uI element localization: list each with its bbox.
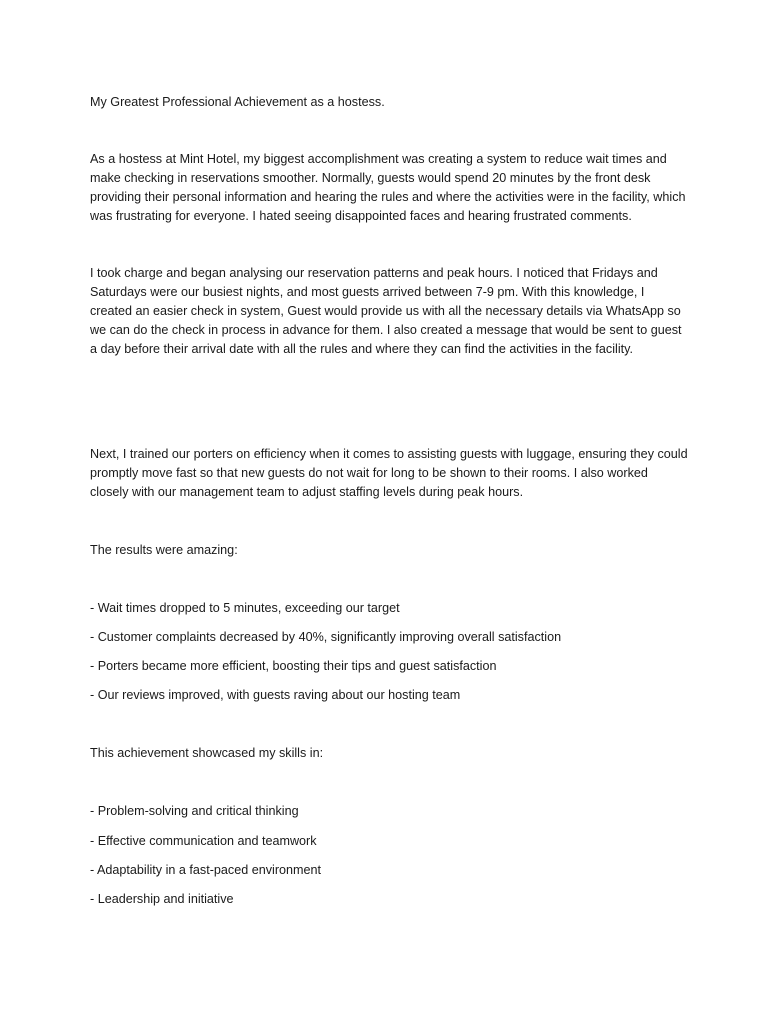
results-item-4: - Our reviews improved, with guests raving about our hosting team [90, 688, 461, 702]
skills-item-2: - Effective communication and teamwork [90, 834, 317, 848]
paragraph-3: Next, I trained our porters on efficiency when it comes to assisting guests with luggage, ensuring they could promptly move fast so that new guests do not wait for long to be shown to their rooms. I also worked closely with our management team to adjust staffing levels during peak hours. [90, 447, 688, 499]
skills-heading: This achievement showcased my skills in: [90, 746, 324, 760]
document-title: My Greatest Professional Achievement as a hostess. [90, 95, 385, 109]
skills-item-1: - Problem-solving and critical thinking [90, 804, 299, 818]
paragraph-2: I took charge and began analysing our reservation patterns and peak hours. I noticed that Fridays and Saturdays were our busiest nights, and most guests arrived between 7-9 pm. With this knowledge, I created an easier check in system, Guest would provide us with all the necessary details via WhatsApp so we can do the check in process in advance for them. I also created a message that would be sent to guest a day before their arrival date with all the rules and where they can find the activities in the facility. [90, 266, 682, 356]
results-item-2: - Customer complaints decreased by 40%, significantly improving overall satisfaction [90, 630, 562, 644]
results-item-3: - Porters became more efficient, boosting their tips and guest satisfaction [90, 659, 497, 673]
results-item-1: - Wait times dropped to 5 minutes, exceeding our target [90, 601, 400, 615]
skills-item-4: - Leadership and initiative [90, 892, 234, 906]
paragraph-1: As a hostess at Mint Hotel, my biggest accomplishment was creating a system to reduce wait times and make checking in reservations smoother. Normally, guests would spend 20 minutes by the front desk providing their personal information and hearing the rules and where the activities were in the facility, which was frustrating for everyone. I hated seeing disappointed faces and hearing frustrated comments. [90, 152, 686, 223]
results-heading: The results were amazing: [90, 543, 238, 557]
skills-item-3: - Adaptability in a fast-paced environment [90, 863, 322, 877]
